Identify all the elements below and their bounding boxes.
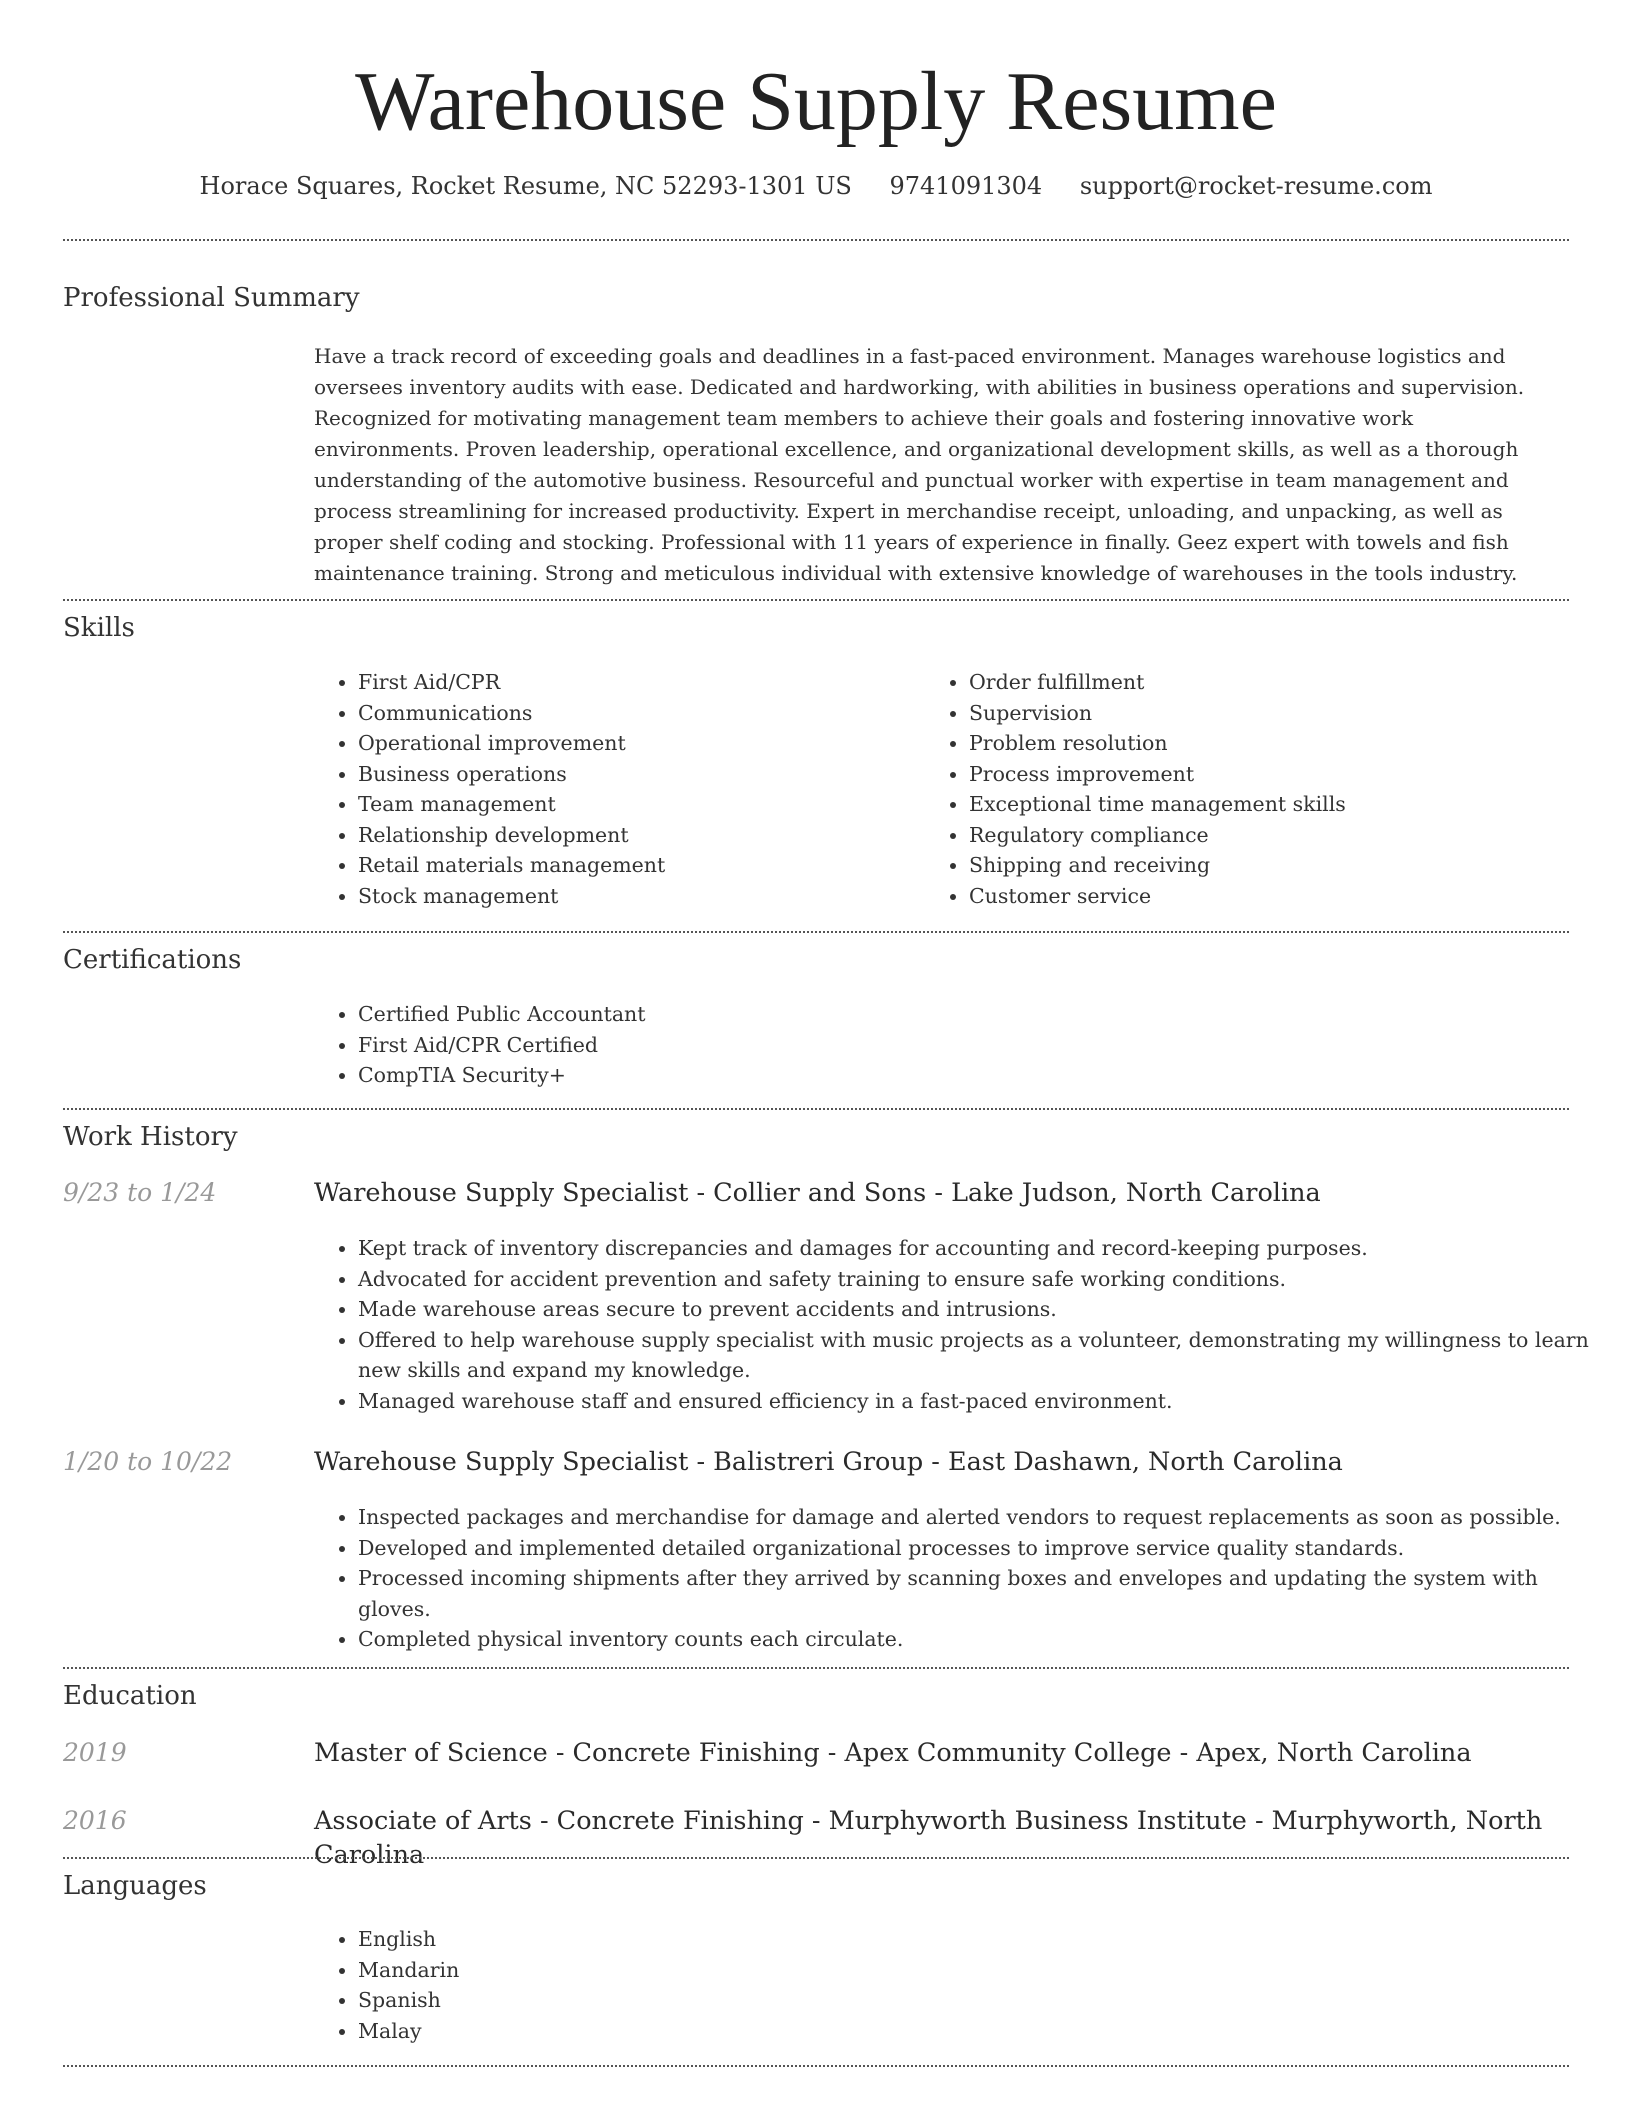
email: support@rocket-resume.com: [1079, 172, 1433, 200]
list-item: • Malay: [358, 2016, 1608, 2047]
list-item: • CompTIA Security+: [358, 1060, 1608, 1091]
address: Horace Squares, Rocket Resume, NC 52293-1301 US: [199, 172, 852, 200]
list-item: • Order fulfillment: [969, 667, 1589, 698]
education-year: 2016: [63, 1806, 127, 1835]
job-dates: 9/23 to 1/24: [63, 1178, 217, 1207]
list-item: • Offered to help warehouse supply specialist with music projects as a volunteer, demonstrating my willingness to learn new skills and expand my knowledge.: [358, 1325, 1608, 1386]
list-item: • Inspected packages and merchandise for damage and alerted vendors to request replacements as soon as possible.: [358, 1502, 1608, 1533]
list-item: • Customer service: [969, 881, 1589, 912]
job-heading: Warehouse Supply Specialist - Collier and Sons - Lake Judson, North Carolina: [314, 1178, 1321, 1208]
list-item: • Process improvement: [969, 759, 1589, 790]
list-item: • Communications: [358, 698, 918, 729]
list-item: • Made warehouse areas secure to prevent accidents and intrusions.: [358, 1294, 1608, 1325]
list-item: • Team management: [358, 789, 918, 820]
section-divider: [63, 931, 1569, 933]
job-heading: Warehouse Supply Specialist - Balistreri Group - East Dashawn, North Carolina: [314, 1447, 1343, 1477]
certifications-list: [314, 999, 1608, 1091]
phone: 9741091304: [889, 172, 1043, 200]
job-dates: 1/20 to 10/22: [63, 1447, 233, 1476]
list-item: • First Aid/CPR: [358, 667, 918, 698]
section-divider: [63, 1667, 1569, 1669]
list-item: • Business operations: [358, 759, 918, 790]
certifications-heading: Certifications: [63, 945, 242, 975]
list-item: • Retail materials management: [358, 850, 918, 881]
job-bullets: [314, 1502, 1608, 1655]
list-item: • Shipping and receiving: [969, 850, 1589, 881]
list-item: • Spanish: [358, 1985, 1608, 2016]
list-item: • First Aid/CPR Certified: [358, 1030, 1608, 1061]
list-item: • Certified Public Accountant: [358, 999, 1608, 1030]
section-divider: [63, 1857, 1569, 1859]
education-entry: Associate of Arts - Concrete Finishing - Murphyworth Business Institute - Murphyworth, North Carolina: [314, 1806, 1543, 1870]
list-item: • Processed incoming shipments after they arrived by scanning boxes and envelopes and updating the system with gloves.: [358, 1563, 1608, 1624]
list-item: • Stock management: [358, 881, 918, 912]
summary-text: Have a track record of exceeding goals and deadlines in a fast-paced environment. Manages warehouse logistics and oversees inventory audits with ease. Dedicated and hardworking, with abilities in business operations and supervision. Recognized for motivating management team members to achieve their goals and fostering innovative work environments. Proven leadership, operational excellence, and organizational development skills, as well as a thorough understanding of the automotive business. Resourceful and punctual worker with expertise in team management and process streamlining for increased productivity. Expert in merchandise receipt, unloading, and unpacking, as well as proper shelf coding and stocking. Professional with 11 years of experience in finally. Geez expert with towels and fish maintenance training. Strong and meticulous individual with extensive knowledge of warehouses in the tools industry.: [314, 344, 1525, 585]
section-divider: [63, 1108, 1569, 1110]
list-item: • Kept track of inventory discrepancies and damages for accounting and record-keeping purposes.: [358, 1233, 1608, 1264]
list-item: • Exceptional time management skills: [969, 789, 1589, 820]
summary-heading: Professional Summary: [63, 283, 360, 313]
section-divider: [63, 599, 1569, 601]
section-divider: [63, 239, 1569, 241]
job-bullets: [314, 1233, 1608, 1416]
work-history-heading: Work History: [63, 1122, 238, 1152]
skills-list-right: [925, 667, 1589, 911]
list-item: • Advocated for accident prevention and safety training to ensure safe working conditions.: [358, 1264, 1608, 1295]
list-item: • Completed physical inventory counts each circulate.: [358, 1624, 1608, 1655]
education-year: 2019: [63, 1738, 127, 1767]
section-divider: [63, 2065, 1569, 2067]
list-item: • Relationship development: [358, 820, 918, 851]
education-entry: Master of Science - Concrete Finishing - Apex Community College - Apex, North Carolina: [314, 1738, 1472, 1768]
list-item: • Mandarin: [358, 1955, 1608, 1986]
languages-heading: Languages: [63, 1871, 207, 1901]
resume-title: Warehouse Supply Resume: [355, 55, 1277, 148]
contact-line: [0, 170, 1632, 202]
languages-list: [314, 1924, 1608, 2046]
skills-heading: Skills: [63, 613, 135, 643]
education-heading: Education: [63, 1681, 197, 1711]
list-item: • Developed and implemented detailed organizational processes to improve service quality standards.: [358, 1533, 1608, 1564]
list-item: • Operational improvement: [358, 728, 918, 759]
list-item: • Regulatory compliance: [969, 820, 1589, 851]
list-item: • Problem resolution: [969, 728, 1589, 759]
skills-list-left: [314, 667, 918, 911]
list-item: • Managed warehouse staff and ensured efficiency in a fast-paced environment.: [358, 1386, 1608, 1417]
list-item: • English: [358, 1924, 1608, 1955]
list-item: • Supervision: [969, 698, 1589, 729]
